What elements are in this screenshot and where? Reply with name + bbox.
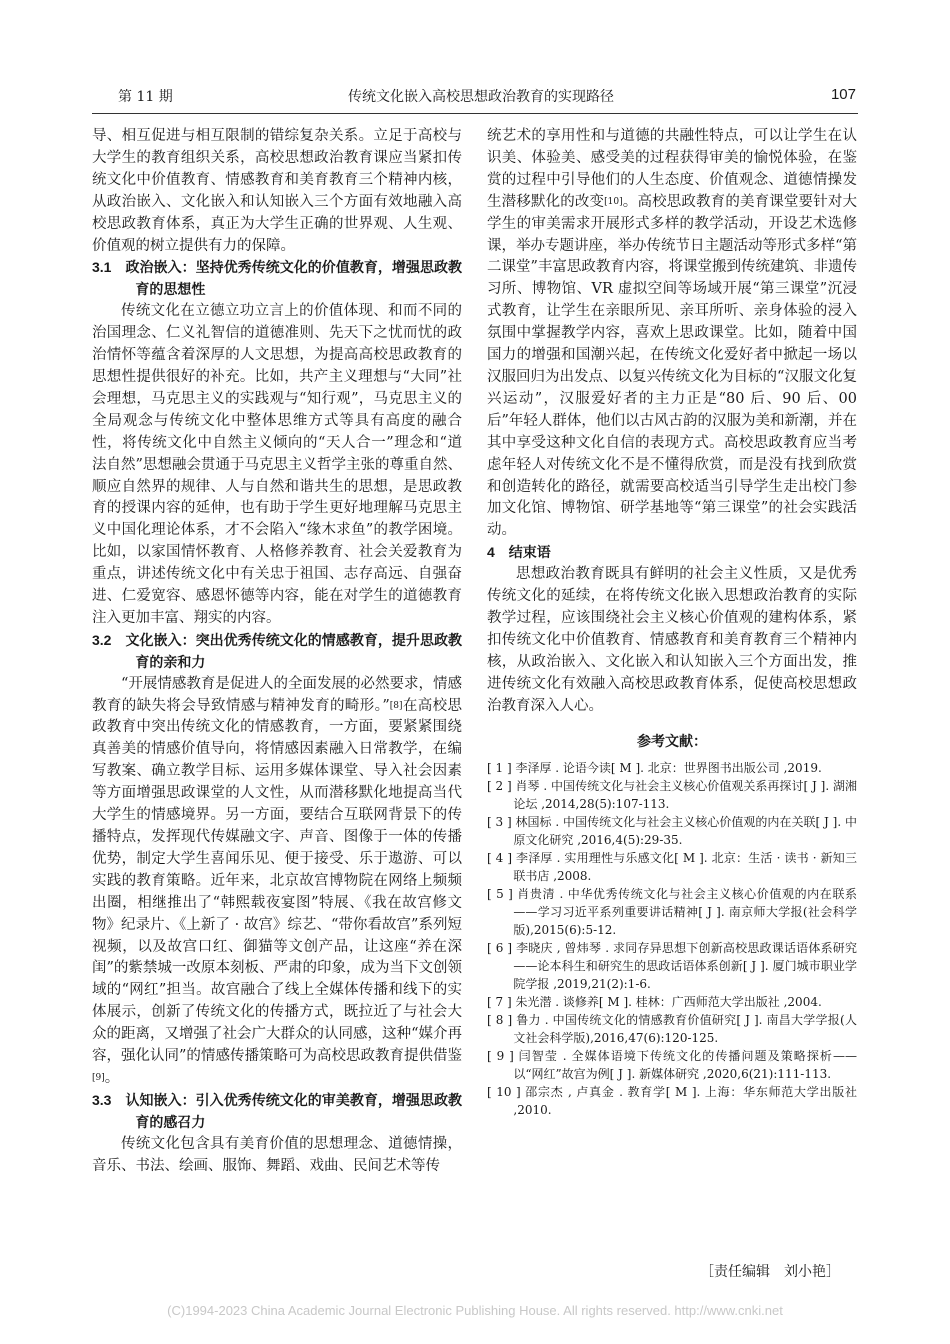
reference-item: [ 1 ] 李泽厚 . 论语今读[ M ]. 北京：世界图书出版公司 ,2019.: [487, 761, 822, 776]
left-column: [92, 126, 462, 1178]
intro-paragraph: 导、相互促进与相互限制的错综复杂关系。立足于高校与大学生的教育组织关系，高校思想政治教育课应当紧扣传统文化中价值教育、情感教育和美育教育三个精神内核，从政治嵌入、文化嵌入和认知嵌入三个方面有效地融入高校思政教育体系，真正为大学生正确的世界观、人生观、价值观的树立提供有力的保障。: [92, 128, 462, 254]
section-4-heading: 4 结束语: [487, 544, 551, 561]
running-header: [118, 86, 856, 110]
continuation-text: 统艺术的享用性和与道德的共融性特点，可以让学生在认识美、体验美、感受美的过程获得审美的愉悦体验，在鉴赏的过程中引导他们的人生态度、价值观念、道德情操发生潜移默化的改变: [487, 128, 857, 210]
reference-item: [ 5 ] 肖贵清 . 中华优秀传统文化与社会主义核心价值观的内在联系——学习习近平系列重要讲话精神[ J ]. 南京师大学报(社会科学版),2015(6):5-12.: [487, 887, 857, 938]
right-column: [487, 126, 857, 1119]
section-3-3-paragraph: 传统文化包含具有美育价值的思想理念、道德情操，音乐、书法、绘画、服饰、舞蹈、戏曲、民间艺术等传: [92, 1135, 462, 1174]
responsible-editor: ［责任编辑 刘小艳］: [700, 1264, 840, 1280]
conclusion-paragraph: 思想政治教育既具有鲜明的社会主义性质，又是优秀传统文化的延续，在将传统文化嵌入思想政治教育的实际教学过程，应该围绕社会主义核心价值观的建构体系，紧扣传统文化中价值教育、情感教育和美育教育三个精神内核，从政治嵌入、文化嵌入和认知嵌入三个方面出发，推进传统文化有效融入高校思政教育体系，促使高校思想政治教育深入人心。: [487, 566, 857, 714]
reference-item: [ 9 ] 闫智莹 . 全媒体语境下传统文化的传播问题及策略探析——以“网红”故宫为例[ J ]. 新媒体研究 ,2020,6(21):111-113.: [487, 1049, 857, 1082]
reference-item: [ 3 ] 林国标 . 中国传统文化与社会主义核心价值观的内在关联[ J ]. 中原文化研究 ,2016,4(5):29-35.: [487, 815, 857, 848]
copyright-footer: (C)1994-2023 China Academic Journal Electronic Publishing House. All rights reserved. http://www.cnki.net: [167, 1303, 783, 1318]
reference-item: [ 10 ] 邵宗杰 , 卢真金 . 教育学[ M ]. 上海：华东师范大学出版社 ,2010.: [487, 1085, 857, 1118]
quote-text: “开展情感教育是促进人的全面发展的必然要求，情感教育的缺失将会导致情感与精神发育的畸形。”: [92, 675, 462, 714]
continuation-text-2: 。高校思政教育的美育课堂要针对大学生的审美需求开展形式多样的教学活动，开设艺术选修课，举办专题讲座，举办传统节日主题活动等形式多样“第二课堂”丰富思政教育内容，将课堂搬到传统建筑、非遗传习所、博物馆、VR 虚拟空间等场域开展“第三课堂”沉浸式教育，让学生在亲眼所见、亲耳所听、亲身体验的浸入氛围中掌握教学内容，喜欢上思政课堂。比如，随着中国国力的增强和国潮兴起，在传统文化爱好者中掀起一场以汉服回归为出发点、以复兴传统文化为目标的“汉服文化复兴运动”，汉服爱好者的主力正是“80 后、90 后、00 后”年轻人群体，他们以古风古韵的汉服为美和新潮，并在其中享受这种文化自信的表现方式。高校思政教育应当考虑年轻人对传统文化不是不懂得欣赏，而是没有找到欣赏和创造转化的路径，就需要高校适当引导学生走出校门参加文化馆、博物馆、研学基地等“第三课堂”的社会实践活动。: [487, 193, 857, 539]
issue-number: 第 11 期: [118, 89, 173, 105]
citation-10[interactable]: [10]: [604, 196, 623, 207]
section-3-2-heading: 3.2 文化嵌入：突出优秀传统文化的情感教育，提升思政教育的亲和力: [92, 631, 462, 670]
section-3-3-heading: 3.3 认知嵌入：引入优秀传统文化的审美教育，增强思政教育的感召力: [92, 1091, 462, 1130]
section-3-1-heading: 3.1 政治嵌入：坚持优秀传统文化的价值教育，增强思政教育的思想性: [92, 259, 462, 298]
page-number: 107: [830, 86, 856, 103]
section-3-2-quote: [92, 674, 462, 1090]
reference-item: [ 8 ] 鲁力 . 中国传统文化的情感教育价值研究[ J ]. 南昌大学学报(人文社会科学版),2016,47(6):120-125.: [487, 1013, 857, 1046]
section-3-1-paragraph: 传统文化在立德立功立言上的价值体现、和而不同的治国理念、仁义礼智信的道德准则、先天下之忧而忧的政治情怀等蕴含着深厚的人文思想，为提高高校思政教育的思想性提供很好的补充。比如，共产主义理想与“大同”社会理想，马克思主义的实践观与“知行观”，马克思主义的全局观念与传统文化中整体思维方式等具有高度的融合性，将传统文化中自然主义倾向的“天人合一”理念和“道法自然”思想融会贯通于马克思主义哲学主张的尊重自然、顺应自然界的规律、人与自然和谐共生的思想，是思政教育的授课内容的延伸，也有助于学生更好地理解马克思主义中国化理论体系，才不会陷入“缘木求鱼”的教学困境。比如，以家国情怀教育、人格修养教育、社会关爱教育为重点，讲述传统文化中有关忠于祖国、志存高远、自强奋进、仁爱宽容、感恩怀德等内容，能在对学生的道德教育注入更加丰富、翔实的内容。: [92, 303, 462, 626]
section-3-2-body: 在高校思政教育中突出传统文化的情感教育，一方面，要紧紧围绕真善美的情感价值导向，将情感因素融入日常教学，在编写教案、确立教学目标、运用多媒体课堂、导入社会因素等方面增强思政课堂的人文性，从而潜移默化地提高当代大学生的情感境界。另一方面，要结合互联网背景下的传播特点，发挥现代传媒融文字、声音、图像于一体的传播优势，制定大学生喜闻乐见、便于接受、乐于遨游、可以实践的教育策略。近年来，北京故宫博物院在网络上频频出圈，相继推出了“韩熙载夜宴图”特展、《我在故宫修文物》纪录片、《上新了 · 故宫》综艺、“带你看故宫”系列短视频，以及故宫口红、御猫等文创产品，让这座“养在深闺”的紫禁城一改原本刻板、严肃的印象，成为当下文创领域的“网红”担当。故宫融合了线上全媒体传播和线下的实体展示，创新了传统文化的传播方式，既拉近了与社会大众的距离，又增强了社会广大群众的认同感，这种“媒介再容，强化认同”的情感传播策略可为高校思政教育提供借鉴: [92, 697, 462, 1065]
citation-9[interactable]: [9]: [92, 1072, 105, 1083]
citation-8[interactable]: [8]: [389, 700, 403, 711]
reference-item: [ 6 ] 李晓庆 , 曾炜琴 . 求同存异思想下创新高校思政课话语体系研究——论本科生和研究生的思政话语体系创新[ J ]. 厦门城市职业学院学报 ,2019,21(2):1-6.: [487, 941, 857, 992]
reference-item: [ 2 ] 肖琴 . 中国传统文化与社会主义核心价值观关系再探讨[ J ]. 湖湘论坛 ,2014,28(5):107-113.: [487, 779, 857, 812]
references-heading: 参考文献：: [637, 733, 707, 750]
header-rule: [92, 113, 858, 114]
continuation-paragraph: [487, 126, 857, 542]
running-title: 传统文化嵌入高校思想政治教育的实现路径: [348, 89, 614, 105]
section-3-2-end: 。: [104, 1069, 120, 1086]
reference-item: [ 4 ] 李泽厚 . 实用理性与乐感文化[ M ]. 北京：生活 · 读书 · 新知三联书店 ,2008.: [487, 851, 857, 884]
reference-item: [ 7 ] 朱光潜 . 谈修养[ M ]. 桂林：广西师范大学出版社 ,2004.: [487, 995, 822, 1010]
